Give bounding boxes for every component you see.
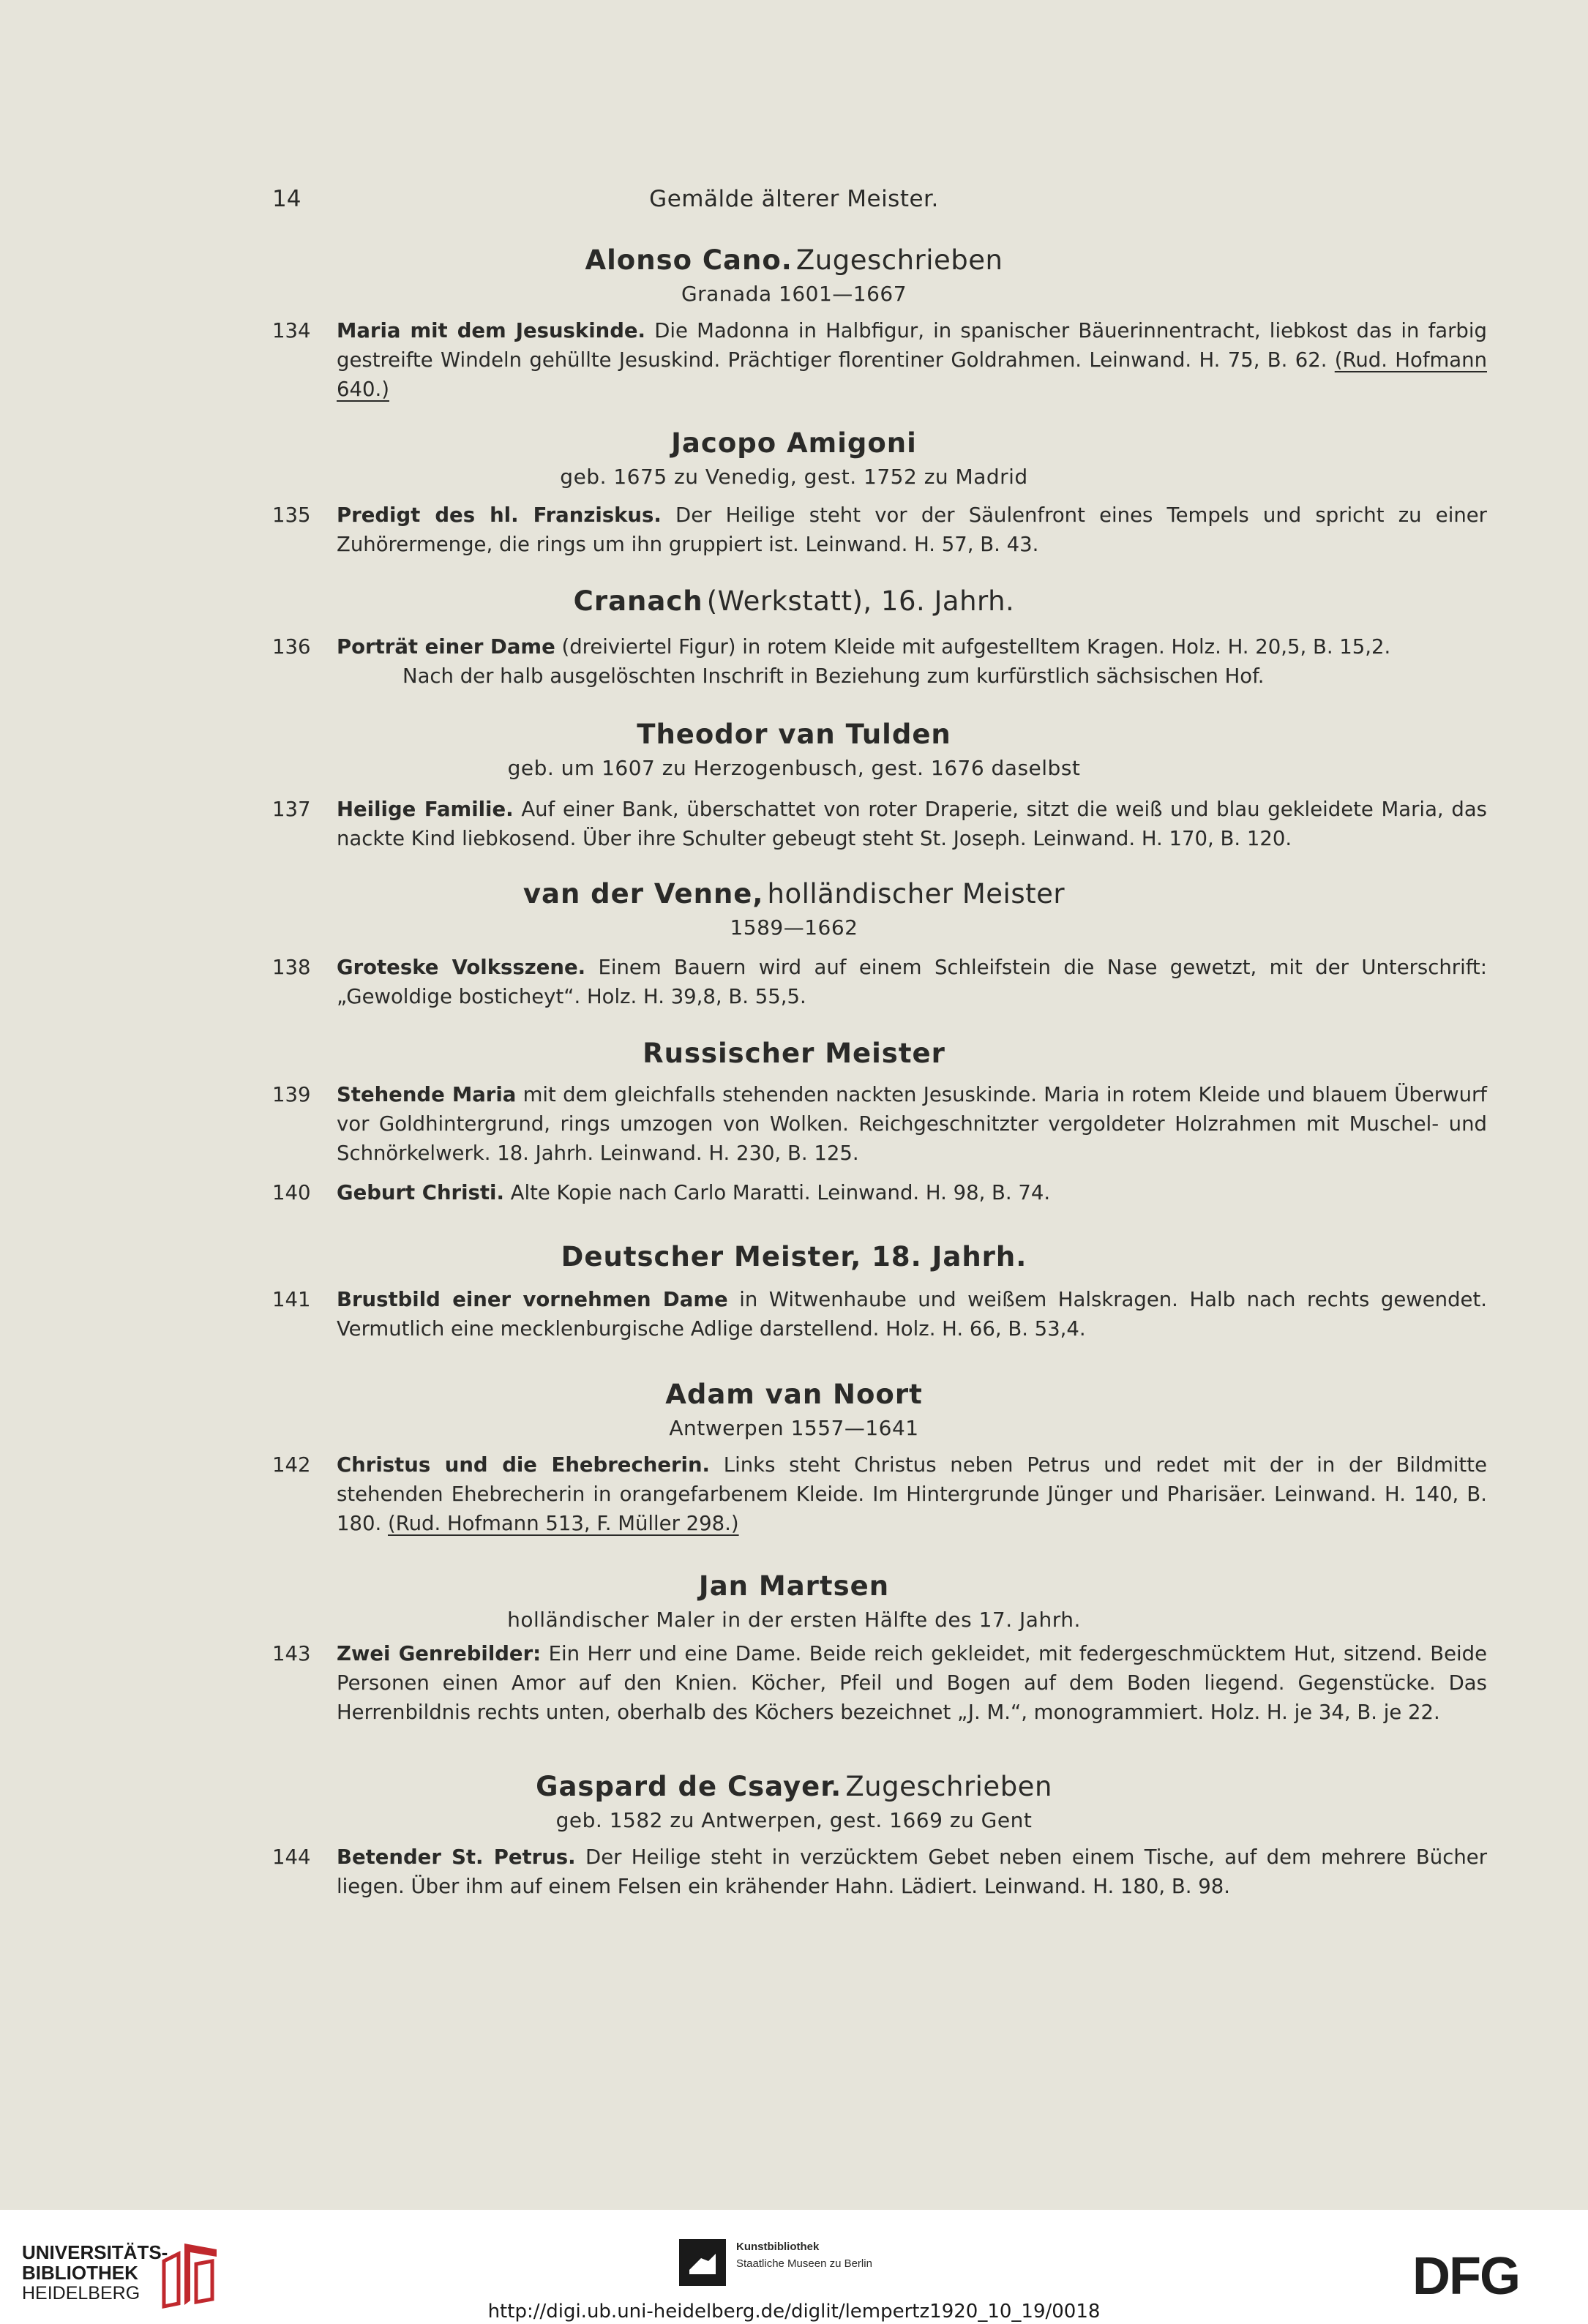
ub-logo-line1: UNIVERSITÄTS-	[22, 2241, 168, 2263]
lot-title: Geburt Christi.	[337, 1181, 504, 1204]
lot-entry	[272, 501, 1487, 559]
ub-heidelberg-logo[interactable]	[22, 2242, 168, 2304]
running-title: Gemälde älterer Meister.	[649, 186, 939, 212]
artist-dates: geb. 1582 zu Antwerpen, gest. 1669 zu Gent	[555, 1808, 1033, 1832]
lot-title: Christus und die Ehebrecherin.	[337, 1453, 710, 1477]
lot-entry	[272, 795, 1487, 853]
artist-dates: geb. 1675 zu Venedig, gest. 1752 zu Madrid	[560, 465, 1028, 489]
permalink-url[interactable]: http://digi.ub.uni-heidelberg.de/diglit/lempertz1920_10_19/0018	[487, 2301, 1101, 2323]
lot-description: Links steht Christus neben Petrus und redet mit der in der Bildmitte stehenden Ehebrecherin in orangefarbenem Kleide. Im Hintergrunde Jünger und Pharisäer. Leinwand. H. 140, B. 180.	[337, 1453, 1487, 1535]
lot-title: Stehende Maria	[337, 1083, 517, 1106]
artist-name: Russischer Meister	[643, 1038, 945, 1069]
lot-description: Die Madonna in Halbfigur, in spanischer Bäuerinnentracht, liebkost das in farbig gestreifte Windeln gehüllte Jesuskind. Prächtiger florentiner Goldrahmen. Leinwand. H. 75, B. 62.	[337, 319, 1487, 372]
ub-emblem-icon	[160, 2239, 220, 2309]
lot-entry	[272, 1285, 1487, 1343]
lot-title: Predigt des hl. Franziskus.	[337, 503, 662, 527]
artist-attribution: Zugeschrieben	[845, 1771, 1052, 1802]
page-number: 14	[272, 186, 302, 212]
lot-number: 144	[272, 1845, 311, 1869]
artist-heading	[0, 427, 1588, 489]
lot-number: 138	[272, 956, 311, 979]
ub-logo-line2: BIBLIOTHEK	[22, 2262, 138, 2284]
lot-entry	[272, 1080, 1487, 1168]
artist-attribution: (Werkstatt), 16. Jahrh.	[706, 585, 1015, 617]
lot-number: 137	[272, 798, 311, 821]
artist-heading	[0, 1570, 1588, 1632]
artist-name: Cranach	[573, 585, 703, 617]
artist-name: Adam van Noort	[665, 1379, 923, 1410]
lot-entry	[272, 1178, 1487, 1207]
ub-logo-line3: HEIDELBERG	[22, 2283, 141, 2304]
artist-heading	[0, 1038, 1588, 1069]
lot-entry	[272, 632, 1487, 691]
artist-name: Deutscher Meister, 18. Jahrh.	[561, 1241, 1027, 1272]
lot-description: in Witwenhaube und weißem Halskragen. Halb nach rechts gewendet. Vermutlich eine mecklenburgische Adlige darstellend. Holz. H. 66, B. 53,4.	[337, 1288, 1487, 1341]
lot-title: Maria mit dem Jesuskinde.	[337, 319, 645, 342]
lot-description: Ein Herr und eine Dame. Beide reich gekleidet, mit federgeschmücktem Hut, sitzend. Beide Personen einen Amor auf den Knien. Köcher, Pfeil und Bogen auf dem Boden liegend. Gegenstücke. Das Herrenbildnis rechts unten, oberhalb des Köchers bezeichnet „J. M.“, monogrammiert. Holz. H. je 34, B. je 22.	[337, 1642, 1487, 1724]
provenance-reference: (Rud. Hofmann 513, F. Müller 298.)	[387, 1512, 739, 1535]
artist-heading	[0, 1771, 1588, 1832]
lot-entry	[272, 316, 1487, 404]
artist-name: Theodor van Tulden	[637, 719, 951, 750]
artist-name: Alonso Cano.	[585, 244, 793, 276]
artist-dates: Granada 1601—1667	[681, 282, 907, 306]
lot-entry	[272, 1639, 1487, 1727]
lot-description: (dreiviertel Figur) in rotem Kleide mit aufgestelltem Kragen. Holz. H. 20,5, B. 15,2.	[561, 635, 1391, 659]
running-head	[0, 186, 1588, 215]
lot-description: Der Heilige steht vor der Säulenfront eines Tempels und spricht zu einer Zuhörermenge, die rings um ihn gruppiert ist. Leinwand. H. 57, B. 43.	[337, 503, 1487, 556]
artist-heading	[0, 1241, 1588, 1272]
lot-description: Alte Kopie nach Carlo Maratti. Leinwand. H. 98, B. 74.	[510, 1181, 1051, 1204]
provenance-reference: (Rud. Hofmann 640.)	[337, 348, 1487, 401]
lot-entry	[272, 1450, 1487, 1538]
lot-number: 140	[272, 1181, 311, 1204]
artist-heading	[0, 878, 1588, 940]
lot-number: 142	[272, 1453, 311, 1477]
kunstbibliothek-label[interactable]	[736, 2241, 872, 2270]
artist-heading	[0, 1379, 1588, 1440]
lot-title: Zwei Genrebilder:	[337, 1642, 542, 1665]
lot-number: 136	[272, 635, 311, 659]
lot-title: Porträt einer Dame	[337, 635, 555, 659]
artist-attribution: Zugeschrieben	[795, 244, 1003, 276]
dfg-logo[interactable]: DFG	[1412, 2247, 1519, 2306]
artist-name: Jacopo Amigoni	[671, 427, 917, 459]
artist-heading	[0, 585, 1588, 617]
lot-description: Einem Bauern wird auf einem Schleifstein die Nase gewetzt, mit der Unterschrift: „Gewoldige bosticheyt“. Holz. H. 39,8, B. 55,5.	[337, 956, 1487, 1008]
lot-number: 139	[272, 1083, 311, 1106]
artist-heading	[0, 244, 1588, 306]
artist-name: Gaspard de Csayer.	[536, 1771, 842, 1802]
lot-title: Heilige Familie.	[337, 798, 514, 821]
artist-name: van der Venne,	[523, 878, 764, 910]
artist-dates: Antwerpen 1557—1641	[669, 1416, 919, 1440]
lot-description: Auf einer Bank, überschattet von roter Draperie, sitzt die weiß und blau gekleidete Maria, das nackte Kind liebkosend. Über ihre Schulter gebeugt steht St. Joseph. Leinwand. H. 170, B. 120.	[337, 798, 1487, 850]
lot-title: Brustbild einer vornehmen Dame	[337, 1288, 728, 1311]
lot-number: 134	[272, 319, 311, 342]
lot-entry	[272, 953, 1487, 1011]
artist-heading	[0, 719, 1588, 780]
digitization-footer	[0, 2210, 1588, 2324]
kunstbibliothek-logo-icon	[679, 2239, 726, 2286]
artist-name: Jan Martsen	[698, 1570, 890, 1602]
lot-number: 135	[272, 503, 311, 527]
lot-description: mit dem gleichfalls stehenden nackten Jesuskinde. Maria in rotem Kleide und blauem Überwurf vor Goldhintergrund, rings umzogen von Wolken. Reichgeschnitzter vergoldeter Holzrahmen mit Muschel- und Schnörkelwerk. 18. Jahrh. Leinwand. H. 230, B. 125.	[337, 1083, 1487, 1165]
lot-number: 141	[272, 1288, 311, 1311]
lot-number: 143	[272, 1642, 311, 1665]
kb-line2: Staatliche Museen zu Berlin	[736, 2257, 872, 2270]
lot-entry	[272, 1843, 1487, 1901]
kb-line1: Kunstbibliothek	[736, 2241, 820, 2253]
artist-dates: holländischer Maler in der ersten Hälfte des 17. Jahrh.	[507, 1608, 1081, 1632]
lot-note: Nach der halb ausgelöschten Inschrift in Beziehung zum kurfürstlich sächsischen Hof.	[402, 664, 1265, 688]
lot-title: Groteske Volksszene.	[337, 956, 586, 979]
lot-description: Der Heilige steht in verzücktem Gebet neben einem Tische, auf dem mehrere Bücher liegen. Über ihm auf einem Felsen ein krähender Hahn. Lädiert. Leinwand. H. 180, B. 98.	[337, 1845, 1488, 1898]
artist-attribution: holländischer Meister	[767, 878, 1065, 910]
artist-dates: 1589—1662	[730, 915, 858, 940]
artist-dates: geb. um 1607 zu Herzogenbusch, gest. 1676 daselbst	[507, 756, 1081, 780]
lot-title: Betender St. Petrus.	[337, 1845, 576, 1869]
